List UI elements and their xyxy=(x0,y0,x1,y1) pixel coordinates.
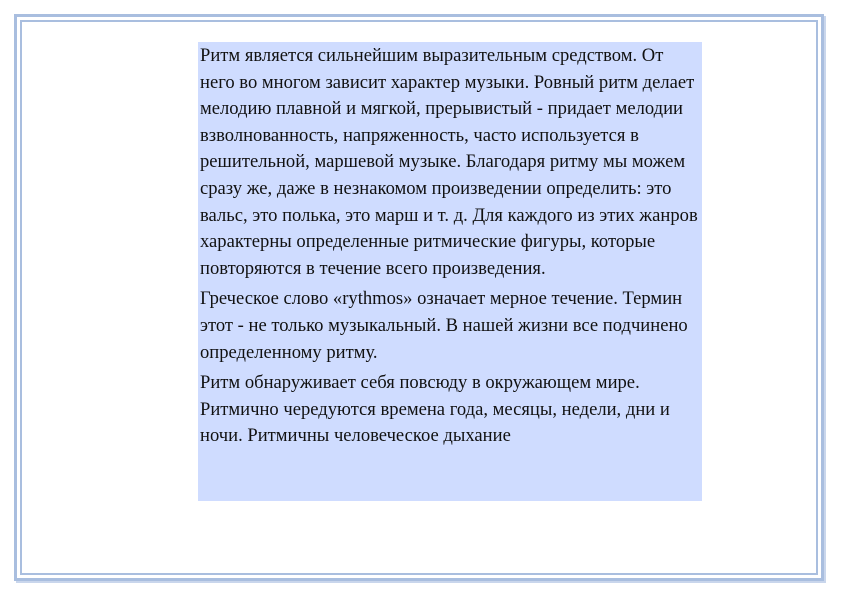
text-panel xyxy=(198,42,702,501)
paragraph-rythmos-definition: Греческое слово «rythmos» означает мерное течение. Термин этот - не только музыкальный. В нашей жизни все подчинено определенному ритму. xyxy=(200,288,688,363)
paragraph-rhythm-expression: Ритм является сильнейшим выразительным средством. От него во многом зависит характер музыки. Ровный ритм делает мелодию плавной и мягкой, прерывистый - придает мелодии взволнованность, напряженность, часто используется в решительной, маршевой музыке. Благодаря ритму мы можем сразу же, даже в незнакомом произведении определить: это вальс, это полька, это марш и т. д. Для каждого из этих жанров характерны определенные ритмические фигуры, которые повторяются в течение всего произведения. xyxy=(200,45,698,279)
paragraph-rhythm-in-world: Ритм обнаруживает себя повсюду в окружающем мире. Ритмично чередуются времена года, месяцы, недели, дни и ночи. Ритмичны человеческое дыхание xyxy=(200,372,670,447)
